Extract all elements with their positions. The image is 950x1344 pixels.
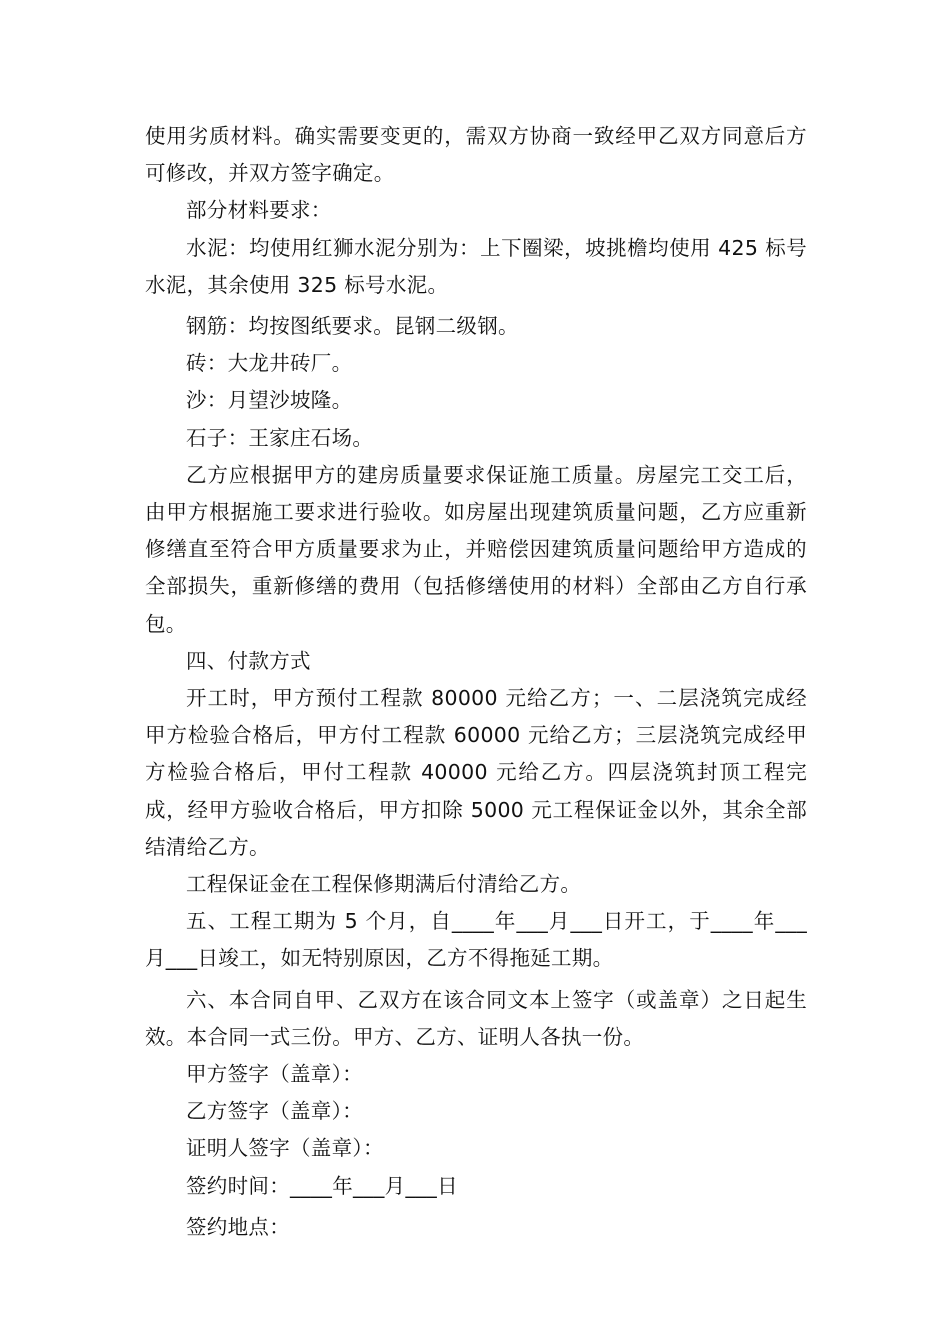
paragraph-effective-clause: 六、本合同自甲、乙双方在该合同文本上签字（或盖章）之日起生效。本合同一式三份。甲方、乙方、证明人各执一份。: [145, 987, 807, 1049]
paragraph-sand: 沙：月望沙坡隆。: [186, 388, 353, 413]
paragraph-material-change: 使用劣质材料。确实需要变更的，需双方协商一致经甲乙双方同意后方可修改，并双方签字确定。: [145, 124, 807, 186]
signing-date: 签约时间：____年___月___日: [186, 1173, 458, 1198]
paragraph-stone: 石子：王家庄石场。: [186, 425, 374, 450]
paragraph-deposit: 工程保证金在工程保修期满后付清给乙方。: [186, 872, 582, 897]
signing-place: 签约地点：: [186, 1214, 290, 1239]
section-heading-payment: 四、付款方式: [186, 648, 311, 673]
signature-party-b: 乙方签字（盖章）：: [186, 1099, 363, 1124]
paragraph-steel: 钢筋：均按图纸要求。昆钢二级钢。: [186, 314, 519, 339]
signature-party-a: 甲方签字（盖章）：: [186, 1062, 363, 1087]
paragraph-construction-period: 五、工程工期为 5 个月，自____年___月___日开工，于____年___月___日竣工，如无特别原因，乙方不得拖延工期。: [145, 909, 807, 971]
paragraph-material-requirements-heading: 部分材料要求：: [186, 198, 332, 223]
contract-body: [145, 118, 807, 1246]
paragraph-quality-guarantee: 乙方应根据甲方的建房质量要求保证施工质量。房屋完工交工后，由甲方根据施工要求进行验收。如房屋出现建筑质量问题，乙方应重新修缮直至符合甲方质量要求为止，并赔偿因建筑质量问题给甲方造成的全部损失，重新修缮的费用（包括修缮使用的材料）全部由乙方自行承包。: [145, 462, 807, 636]
paragraph-cement: 水泥：均使用红狮水泥分别为：上下圈梁，坡挑檐均使用 425 标号水泥，其余使用 325 标号水泥。: [145, 235, 807, 297]
paragraph-brick: 砖：大龙井砖厂。: [186, 351, 353, 376]
paragraph-payment-schedule: 开工时，甲方预付工程款 80000 元给乙方；一、二层浇筑完成经甲方检验合格后，甲方付工程款 60000 元给乙方；三层浇筑完成经甲方检验合格后，甲付工程款 40000 元给乙方。四层浇筑封顶工程完成，经甲方验收合格后，甲方扣除 5000 元工程保证金以外，其余全部结清给乙方。: [145, 686, 807, 859]
signature-witness: 证明人签字（盖章）：: [186, 1136, 384, 1161]
